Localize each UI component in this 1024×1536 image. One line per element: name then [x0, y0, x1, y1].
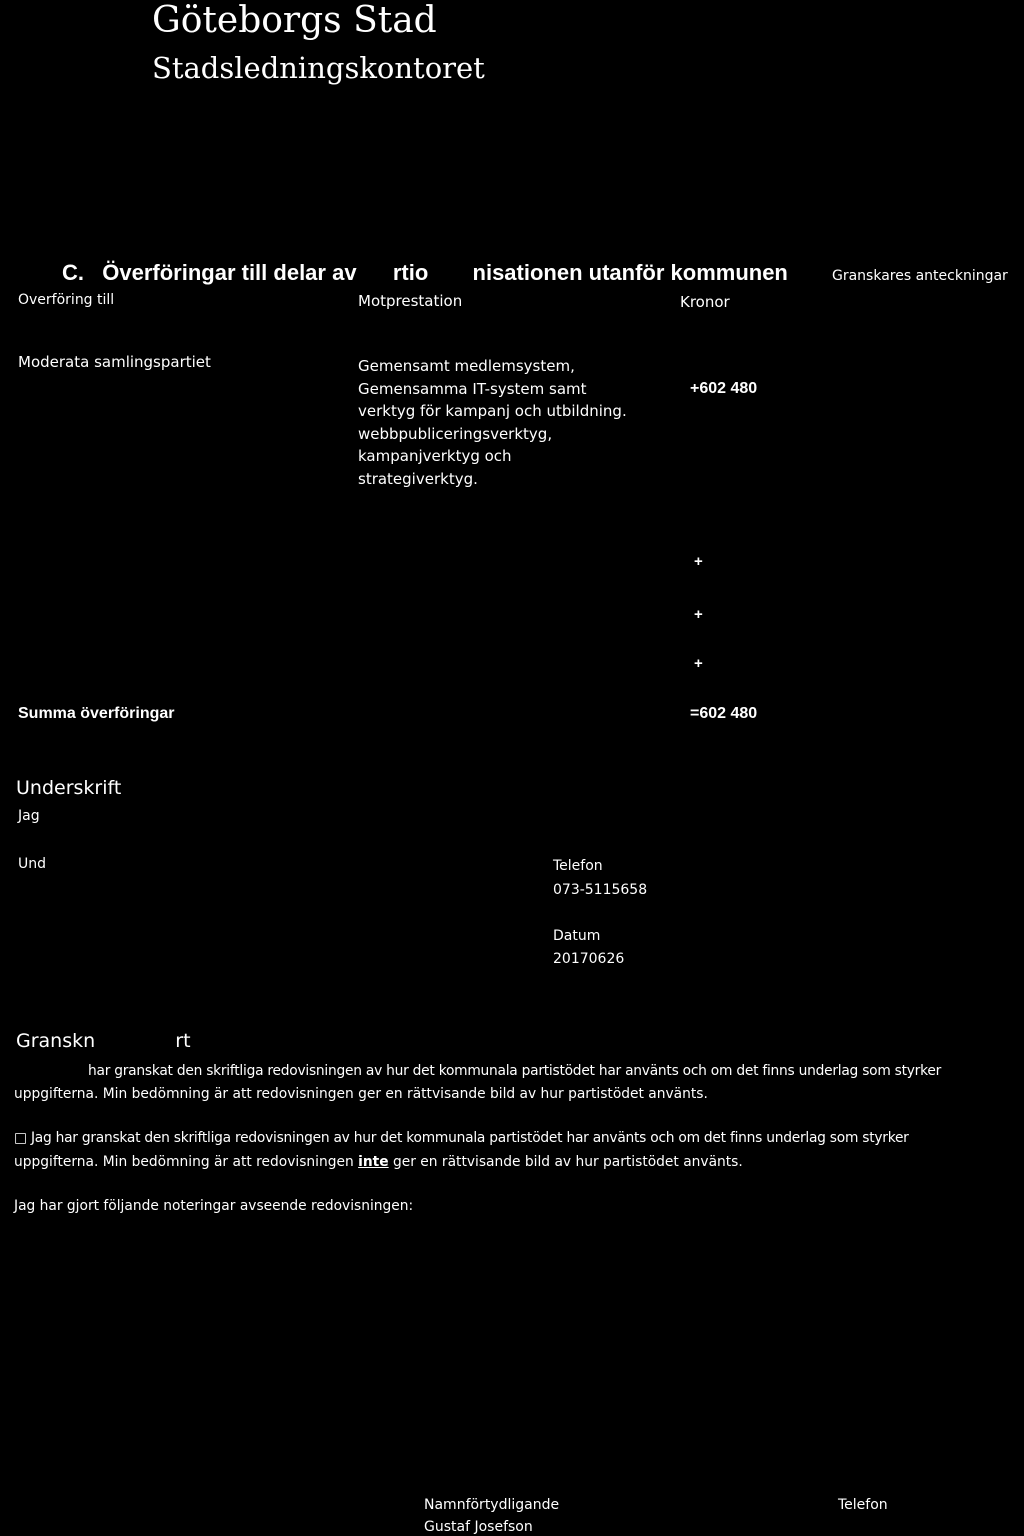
- counter-line: strategiverktyg.: [358, 469, 478, 488]
- signature-phone-label: Telefon: [553, 858, 603, 874]
- review-notes-label: Jag har gjort följande noteringar avseende redovisningen:: [14, 1198, 414, 1214]
- org-name: Göteborgs Stad: [152, 0, 437, 41]
- counter-line: Gemensamma IT-system samt: [358, 379, 587, 398]
- counter-line: Gemensamt medlemsystem,: [358, 357, 575, 375]
- signature-date-value: 20170626: [553, 951, 625, 967]
- signature-phone-value: 073-5115658: [553, 882, 648, 898]
- review-option-2-post: ger en rättvisande bild av hur partistödet använts.: [388, 1154, 743, 1170]
- checkbox-icon[interactable]: □: [14, 1130, 27, 1146]
- signature-line-2: Und: [18, 856, 47, 872]
- section-c-letter: C.: [62, 260, 84, 285]
- review-option-2-text: Jag har granskat den skriftliga redovisningen av hur det kommunala partistödet har använts och om det finns underlag som styrker: [30, 1130, 909, 1146]
- reviewer-notes-label: Granskares anteckningar: [832, 268, 1008, 284]
- signature-date-label: Datum: [553, 928, 601, 944]
- dept-name: Stadsledningskontoret: [152, 51, 485, 85]
- col-header-to: Overföring till: [18, 292, 115, 308]
- review-option-1-line-2: uppgifterna. Min bedömning är att redovisningen ger en rättvisande bild av hur partistödet använts.: [14, 1086, 708, 1102]
- counter-line: kampanjverktyg och: [358, 447, 512, 465]
- review-heading-part2: rt: [175, 1030, 191, 1052]
- review-option-2-pre: uppgifterna. Min bedömning är att redovisningen: [14, 1154, 359, 1170]
- col-header-amount: Kronor: [680, 293, 730, 311]
- sum-label: Summa överföringar: [18, 705, 175, 722]
- footer-phone-label: Telefon: [838, 1497, 888, 1513]
- section-c-heading-part2: rtio: [392, 260, 429, 285]
- review-heading-part1: Granskn: [16, 1030, 96, 1052]
- review-option-1-line-1: har granskat den skriftliga redovisningen av hur det kommunala partistödet har använts och om det finns underlag som styrker: [88, 1063, 942, 1079]
- plus-sign: +: [694, 606, 703, 623]
- counter-line: verktyg för kampanj och utbildning.: [358, 402, 627, 420]
- col-header-counter: Motprestation: [358, 292, 463, 310]
- transfer-amount: +602 480: [690, 380, 758, 397]
- section-c-heading-part1: Överföringar till delar av: [102, 260, 357, 285]
- plus-sign: +: [694, 553, 703, 570]
- signature-line-1: Jag: [18, 808, 40, 824]
- review-option-2-line-1: [14, 1130, 909, 1146]
- section-c-heading-part3: nisationen utanför kommunen: [472, 260, 788, 285]
- footer-name-label: Namnförtydligande: [424, 1497, 560, 1513]
- transfer-recipient: Moderata samlingspartiet: [18, 353, 211, 371]
- footer-name-value: Gustaf Josefson: [424, 1519, 533, 1535]
- counter-line: webbpubliceringsverktyg,: [358, 424, 553, 443]
- review-option-2-line-2: [14, 1154, 743, 1170]
- review-option-2-emph: inte: [358, 1154, 389, 1170]
- review-heading: [16, 1030, 191, 1052]
- counter-performance: [358, 355, 627, 490]
- plus-sign: +: [694, 655, 703, 672]
- section-c-heading: [62, 259, 788, 287]
- signature-heading: Underskrift: [16, 777, 122, 799]
- sum-value: =602 480: [690, 705, 758, 722]
